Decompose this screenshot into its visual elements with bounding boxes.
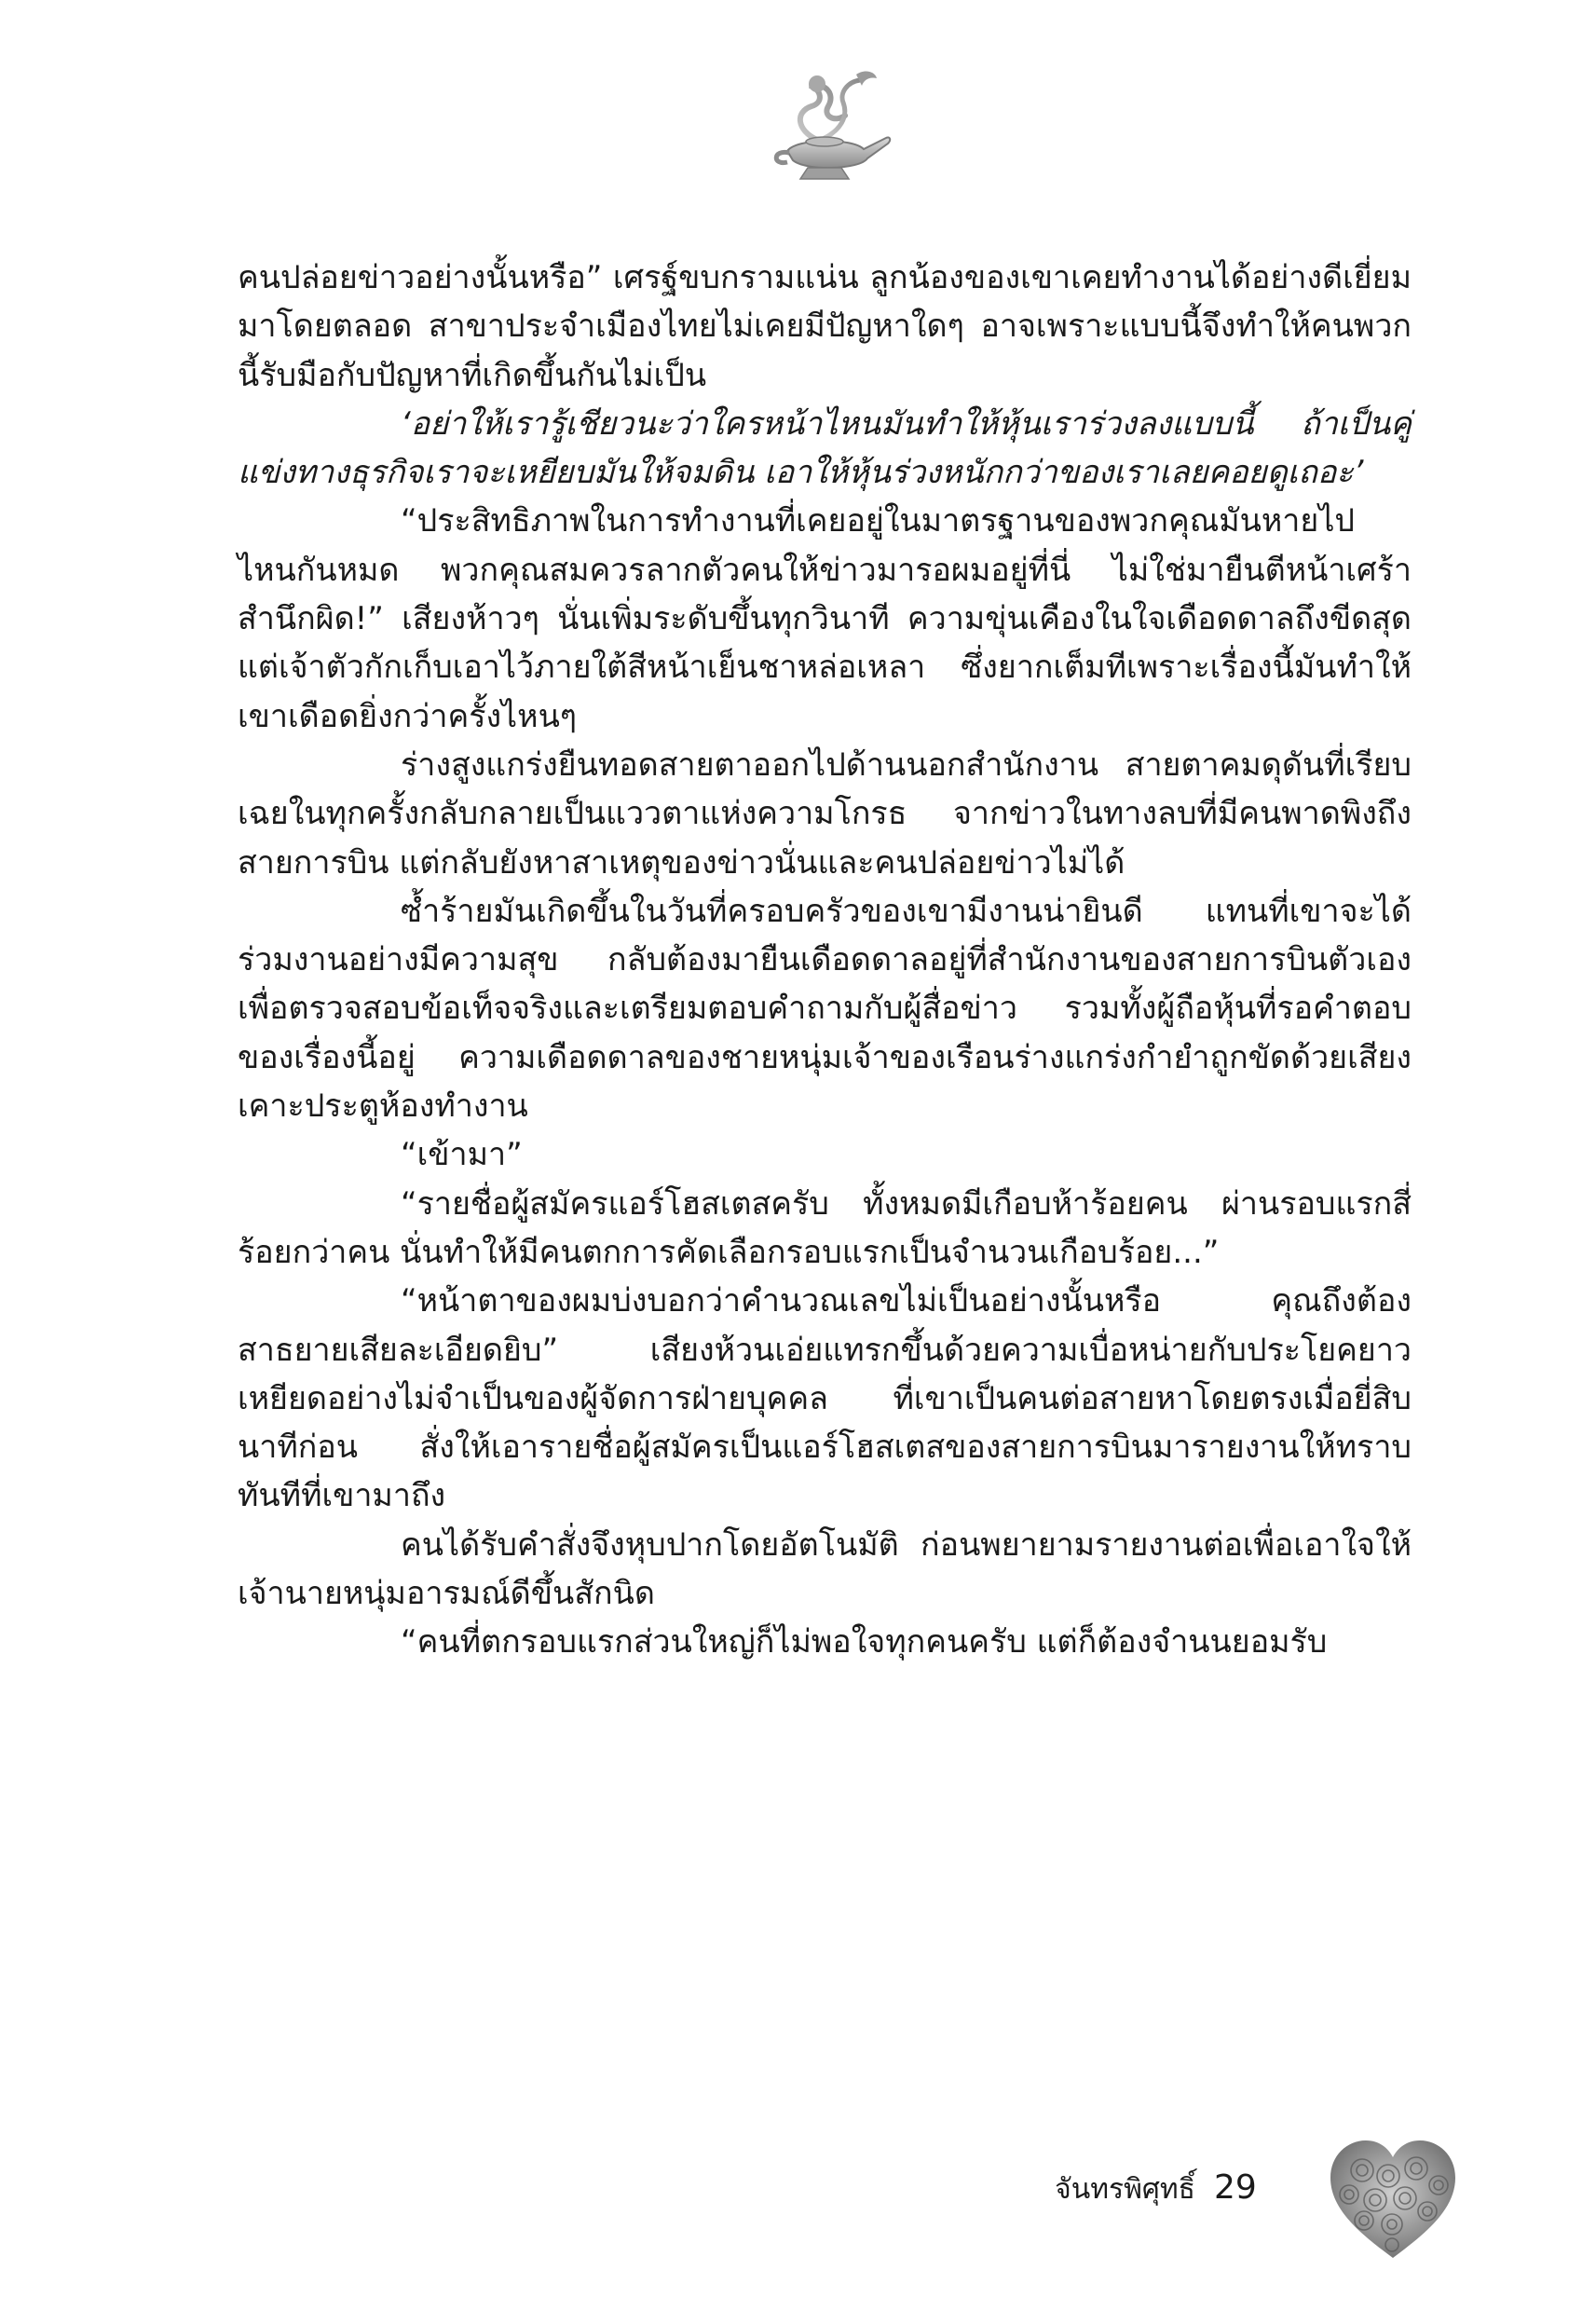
rose-heart-icon	[1323, 2129, 1463, 2269]
paragraph: คนได้รับคำสั่งจึงหุบปากโดยอัตโนมัติ ก่อนพยายามรายงานต่อเพื่อเอาใจให้เจ้านายหนุ่มอารมณ์ดีขึ้นสักนิด	[238, 1525, 1412, 1613]
paragraph: “หน้าตาของผมบ่งบอกว่าคำนวณเลขไม่เป็นอย่างนั้นหรือ คุณถึงต้องสาธยายเสียละเอียดยิบ” เสียงห้วนเอ่ยแทรกขึ้นด้วยความเบื่อหน่ายกับประโยคยาวเหยียดอย่างไม่จำเป็นของผู้จัดการฝ่ายบุคคล ที่เขาเป็นคนต่อสายหาโดยตรงเมื่อยี่สิบนาทีก่อน สั่งให้เอารายชื่อผู้สมัครเป็นแอร์โฮสเตสของสายการบินมารายงานให้ทราบทันทีที่เขามาถึง	[238, 1282, 1412, 1515]
paragraph-inner-thought: ‘อย่าให้เรารู้เชียวนะว่าใครหน้าไหนมันทำให้หุ้นเราร่วงลงแบบนี้ ถ้าเป็นคู่แข่งทางธุรกิจเราจะเหยียบมันให้จมดิน เอาให้หุ้นร่วงหนักกว่าของเราเลยคอยดูเถอะ’	[238, 404, 1412, 492]
paragraph: “คนที่ตกรอบแรกส่วนใหญ่ก็ไม่พอใจทุกคนครับ แต่ก็ต้องจำนนยอมรับ	[401, 1623, 1328, 1661]
paragraph: “รายชื่อผู้สมัครแอร์โฮสเตสครับ ทั้งหมดมีเกือบห้าร้อยคน ผ่านรอบแรกสี่ร้อยกว่าคน นั่นทำให้มีคนตกการคัดเลือกรอบแรกเป็นจำนวนเกือบร้อย...”	[238, 1184, 1412, 1271]
paragraph: “ประสิทธิภาพในการทำงานที่เคยอยู่ในมาตรฐานของพวกคุณมันหายไปไหนกันหมด พวกคุณสมควรลากตัวคนให้ข่าวมารอผมอยู่ที่นี่ ไม่ใช่มายืนตีหน้าเศร้าสำนึกผิด!” เสียงห้าวๆ นั่นเพิ่มระดับขึ้นทุกวินาที ความขุ่นเคืองในใจเดือดดาลถึงขีดสุด แต่เจ้าตัวกักเก็บเอาไว้ภายใต้สีหน้าเย็นชาหล่อเหลา ซึ่งยากเต็มทีเพราะเรื่องนี้มันทำให้เขาเดือดยิ่งกว่าครั้งไหนๆ	[238, 502, 1412, 735]
paragraph: ซ้ำร้ายมันเกิดขึ้นในวันที่ครอบครัวของเขามีงานน่ายินดี แทนที่เขาจะได้ร่วมงานอย่างมีความสุข กลับต้องมายืนเดือดดาลอยู่ที่สำนักงานของสายการบินตัวเองเพื่อตรวจสอบข้อเท็จจริงและเตรียมตอบคำถามกับผู้สื่อข่าว รวมทั้งผู้ถือหุ้นที่รอคำตอบของเรื่องนี้อยู่ ความเดือดดาลของชายหนุ่มเจ้าของเรือนร่างแกร่งกำยำถูกขัดด้วยเสียงเคาะประตูห้องทำงาน	[238, 892, 1412, 1126]
running-footer-book-title: จันทรพิศุทธิ์	[1055, 2173, 1195, 2206]
paragraph: “เข้ามา”	[401, 1136, 523, 1174]
genie-lamp-icon	[759, 65, 899, 186]
paragraph: ร่างสูงแกร่งยืนทอดสายตาออกไปด้านนอกสำนักงาน สายตาคมดุดันที่เรียบเฉยในทุกครั้งกลับกลายเป็นแววตาแห่งความโกรธ จากข่าวในทางลบที่มีคนพาดพิงถึงสายการบิน แต่กลับยังหาสาเหตุของข่าวนั่นและคนปล่อยข่าวไม่ได้	[238, 745, 1412, 882]
page-number: 29	[1214, 2168, 1257, 2207]
body-text	[238, 253, 1412, 1667]
paragraph: คนปล่อยข่าวอย่างนั้นหรือ” เศรฐ์ขบกรามแน่น ลูกน้องของเขาเคยทำงานได้อย่างดีเยี่ยมมาโดยตลอด สาขาประจำเมืองไทยไม่เคยมีปัญหาใดๆ อาจเพราะแบบนี้จึงทำให้คนพวกนี้รับมือกับปัญหาที่เกิดขึ้นกันไม่เป็น	[238, 259, 1412, 394]
